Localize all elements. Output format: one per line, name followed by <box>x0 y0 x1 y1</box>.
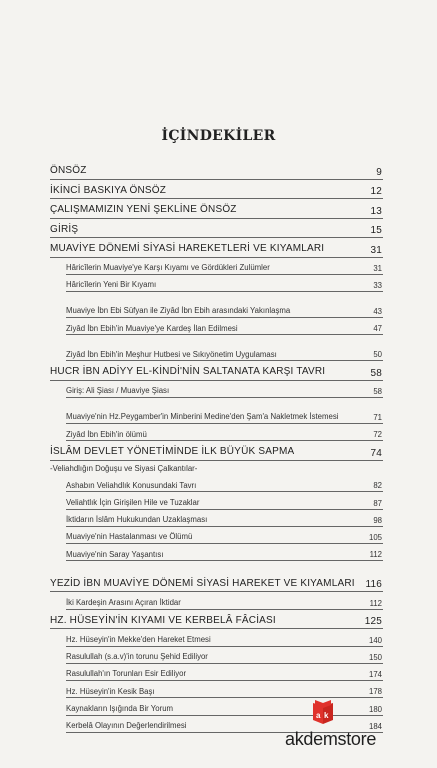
toc-entry-title: Hâricîlerin Muaviye'ye Karşı Kıyamı ve Gördükleri Zulümler <box>66 263 270 273</box>
toc-entry-title: ÖNSÖZ <box>50 165 87 176</box>
toc-page-number: 140 <box>368 635 382 645</box>
toc-entry-title: Ziyâd İbn Ebih'in Muaviye'ye Kardeş İlan Edilmesi <box>66 323 238 333</box>
toc-entry-title: Muaviye İbn Ebi Süfyan ile Ziyâd İbn Ebih arasındaki Yakınlaşma <box>66 306 291 316</box>
toc-page-number: 150 <box>368 652 382 662</box>
toc-page-number: 71 <box>373 413 382 423</box>
toc-entry-title: Ziyâd İbn Ebih'in ölümü <box>66 429 147 439</box>
toc-page-number: 112 <box>369 550 382 560</box>
toc-subsection[interactable] <box>66 398 383 424</box>
toc-section[interactable] <box>50 561 383 592</box>
brand-name: akdemstore <box>285 729 377 749</box>
toc-entry-title: Hâricîlerin Yeni Bir Kıyamı <box>66 280 157 290</box>
toc-page-number: 180 <box>368 704 382 714</box>
toc-entry-title: İKİNCİ BASKIYA ÖNSÖZ <box>50 184 167 196</box>
toc-entry-title: ÇALIŞMAMIZIN YENİ ŞEKLİNE ÖNSÖZ <box>50 204 237 215</box>
toc-entry-title: İki Kardeşin Arasını Açıran İktidar <box>66 598 181 608</box>
toc-subsection[interactable] <box>66 527 383 544</box>
toc-entry-title: MUAVİYE DÖNEMİ SİYASİ HAREKETLERİ VE KIYAMLARI <box>50 243 325 254</box>
toc-page-number: 72 <box>373 430 382 440</box>
toc-page-number: 9 <box>376 166 382 178</box>
toc-entry-title: Rasulullah'ın Torunları Esir Ediliyor <box>66 669 187 679</box>
toc-entry-title: HZ. HÜSEYİN'İN KIYAMI VE KERBELÂ FÂCİASI <box>50 614 276 626</box>
toc-page-number: 112 <box>369 598 382 608</box>
toc-subsection[interactable] <box>66 275 383 292</box>
toc-page-number: 178 <box>368 687 382 697</box>
book-logo-icon <box>311 700 335 726</box>
logo-letter-a: a <box>316 711 321 720</box>
toc-page-number: 58 <box>373 387 382 397</box>
brand-logo[interactable] <box>285 700 415 760</box>
toc-page-number: 82 <box>373 481 382 491</box>
toc-section[interactable] <box>50 160 383 180</box>
toc-entry-title: İktidarın İslâm Hukukundan Uzaklaşması <box>66 515 208 525</box>
toc-page-number: 47 <box>373 324 382 334</box>
toc-page-number: 13 <box>370 205 382 217</box>
toc-note <box>50 461 383 475</box>
toc-page-number: 58 <box>370 367 382 379</box>
toc-page-number: 31 <box>370 244 382 256</box>
table-of-contents <box>50 160 383 733</box>
toc-page-number: 116 <box>365 579 382 591</box>
toc-page-number: 15 <box>370 225 382 236</box>
toc-entry-title: Ziyâd İbn Ebih'in Meşhur Hutbesi ve Sıkıyönetim Uygulaması <box>66 349 277 359</box>
toc-entry-title: Hz. Hüseyin'in Mekke'den Hareket Etmesi <box>66 634 211 644</box>
toc-section[interactable] <box>50 219 383 239</box>
toc-subsection[interactable] <box>66 664 383 681</box>
toc-subsection[interactable] <box>66 592 383 609</box>
toc-page-number: 33 <box>373 281 382 291</box>
toc-subsection[interactable] <box>66 292 383 318</box>
toc-section[interactable] <box>50 610 383 630</box>
toc-page-number: 184 <box>368 722 382 732</box>
toc-page-number: 12 <box>370 186 382 197</box>
toc-page-number: 125 <box>364 616 382 628</box>
toc-entry-title: GİRİŞ <box>50 223 79 235</box>
toc-section[interactable] <box>50 441 383 461</box>
toc-section[interactable] <box>50 180 383 200</box>
toc-entry-title: YEZİD İBN MUAVİYE DÖNEMİ SİYASİ HAREKET VE KIYAMLARI <box>50 577 355 589</box>
toc-entry-title: -Veliahdlığın Doğuşu ve Siyasi Çalkantılar- <box>50 464 198 474</box>
toc-entry-title: Rasulullah (s.a.v)'in torunu Şehid Ediliyor <box>66 652 208 662</box>
toc-subsection[interactable] <box>66 424 383 441</box>
toc-subsection[interactable] <box>66 647 383 664</box>
toc-entry-title: Kaynakların Işığında Bir Yorum <box>66 704 174 714</box>
toc-entry-title: HUCR İBN ADİYY EL-KİNDİ'NİN SALTANATA KARŞI TAVRI <box>50 366 326 378</box>
toc-page-number: 31 <box>373 263 382 273</box>
toc-subsection[interactable] <box>66 510 383 527</box>
toc-subsection[interactable] <box>66 318 383 335</box>
toc-subsection[interactable] <box>66 681 383 698</box>
toc-subsection[interactable] <box>66 544 383 561</box>
toc-entry-title: İSLÂM DEVLET YÖNETİMİNDE İLK BÜYÜK SAPMA <box>50 446 295 458</box>
toc-page-number: 74 <box>370 447 382 459</box>
toc-entry-title: Muaviye'nin Hz.Peygamber'in Minberini Medine'den Şam'a Nakletmek İstemesi <box>66 412 339 422</box>
toc-section[interactable] <box>50 361 383 381</box>
toc-entry-title: Muaviye'nin Saray Yaşantısı <box>66 549 164 559</box>
toc-subsection[interactable] <box>66 335 383 361</box>
page-title: İÇİNDEKİLER <box>161 128 276 144</box>
toc-entry-title: Hz. Hüseyin'in Kesik Başı <box>66 686 155 696</box>
toc-page-number: 87 <box>373 498 382 508</box>
toc-entry-title: Muaviye'nin Hastalanması ve Ölümü <box>66 532 193 542</box>
toc-subsection[interactable] <box>66 381 383 398</box>
logo-letter-k: k <box>324 711 329 720</box>
toc-entry-title: Veliahtlık İçin Girişilen Hile ve Tuzaklar <box>66 497 200 507</box>
toc-subsection[interactable] <box>66 492 383 509</box>
toc-subsection[interactable] <box>66 258 383 275</box>
toc-section[interactable] <box>50 238 383 258</box>
toc-page-number: 174 <box>368 670 382 680</box>
toc-page-number: 98 <box>373 515 382 525</box>
toc-subsection[interactable] <box>66 475 383 492</box>
toc-entry-title: Giriş: Ali Şiası / Muaviye Şiası <box>66 386 170 396</box>
toc-page-number: 43 <box>373 307 382 317</box>
toc-subsection[interactable] <box>66 629 383 646</box>
toc-entry-title: Kerbelâ Olayının Değerlendirilmesi <box>66 721 187 731</box>
toc-page-number: 105 <box>368 533 382 543</box>
toc-section[interactable] <box>50 199 383 219</box>
toc-entry-title: Ashabın Veliahdlık Konusundaki Tavrı <box>66 480 197 490</box>
toc-page-number: 50 <box>373 350 382 360</box>
